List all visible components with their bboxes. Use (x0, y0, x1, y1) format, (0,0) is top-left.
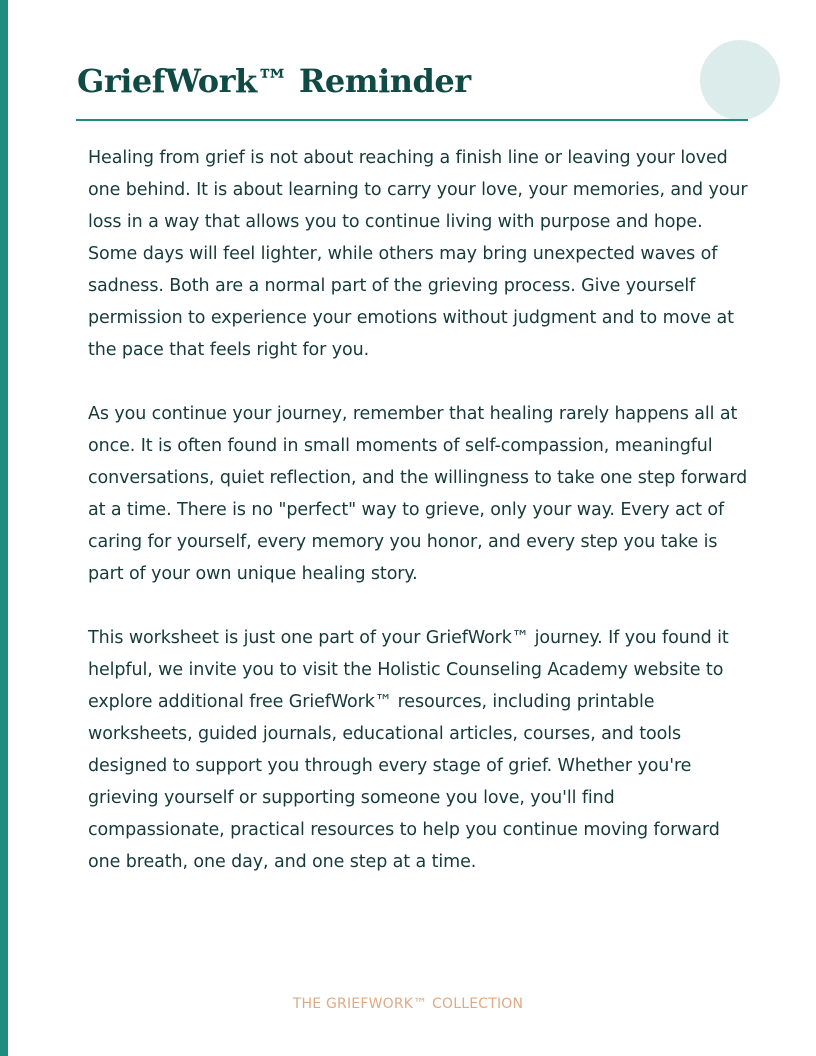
paragraph-resources: This worksheet is just one part of your GriefWork™ journey. If you found it helpful, we invite you to visit the Holistic Counseling Academy website to explore additional free GriefWork™ resources, including printable worksheets, guided journals, educational articles, courses, and tools designed to support you through every stage of grief. Whether you're grieving yourself or supporting someone you love, you'll find compassionate, practical resources to help you continue moving forward one breath, one day, and one step at a time. (88, 628, 729, 872)
left-accent-bar (0, 0, 8, 1056)
footer-collection-label: THE GRIEFWORK™ COLLECTION (292, 996, 524, 1012)
paragraph-journey: As you continue your journey, remember that healing rarely happens all at once. It is often found in small moments of self-compassion, meaningful conversations, quiet reflection, and the willingness to take one step forward at a time. There is no "perfect" way to grieve, only your way. Every act of caring for yourself, every memory you honor, and every step you take is part of your own unique healing story. (88, 404, 748, 584)
page-title: GriefWork™ Reminder (77, 62, 471, 100)
title-divider (76, 119, 748, 121)
paragraph-healing: Healing from grief is not about reaching a finish line or leaving your loved one behind. It is about learning to carry your love, your memories, and your loss in a way that allows you to continue living with purpose and hope. Some days will feel lighter, while others may bring unexpected waves of sadness. Both are a normal part of the grieving process. Give yourself permission to experience your emotions without judgment and to move at the pace that feels right for you. (88, 148, 748, 360)
decorative-circle (700, 40, 780, 120)
body-text (88, 142, 753, 878)
